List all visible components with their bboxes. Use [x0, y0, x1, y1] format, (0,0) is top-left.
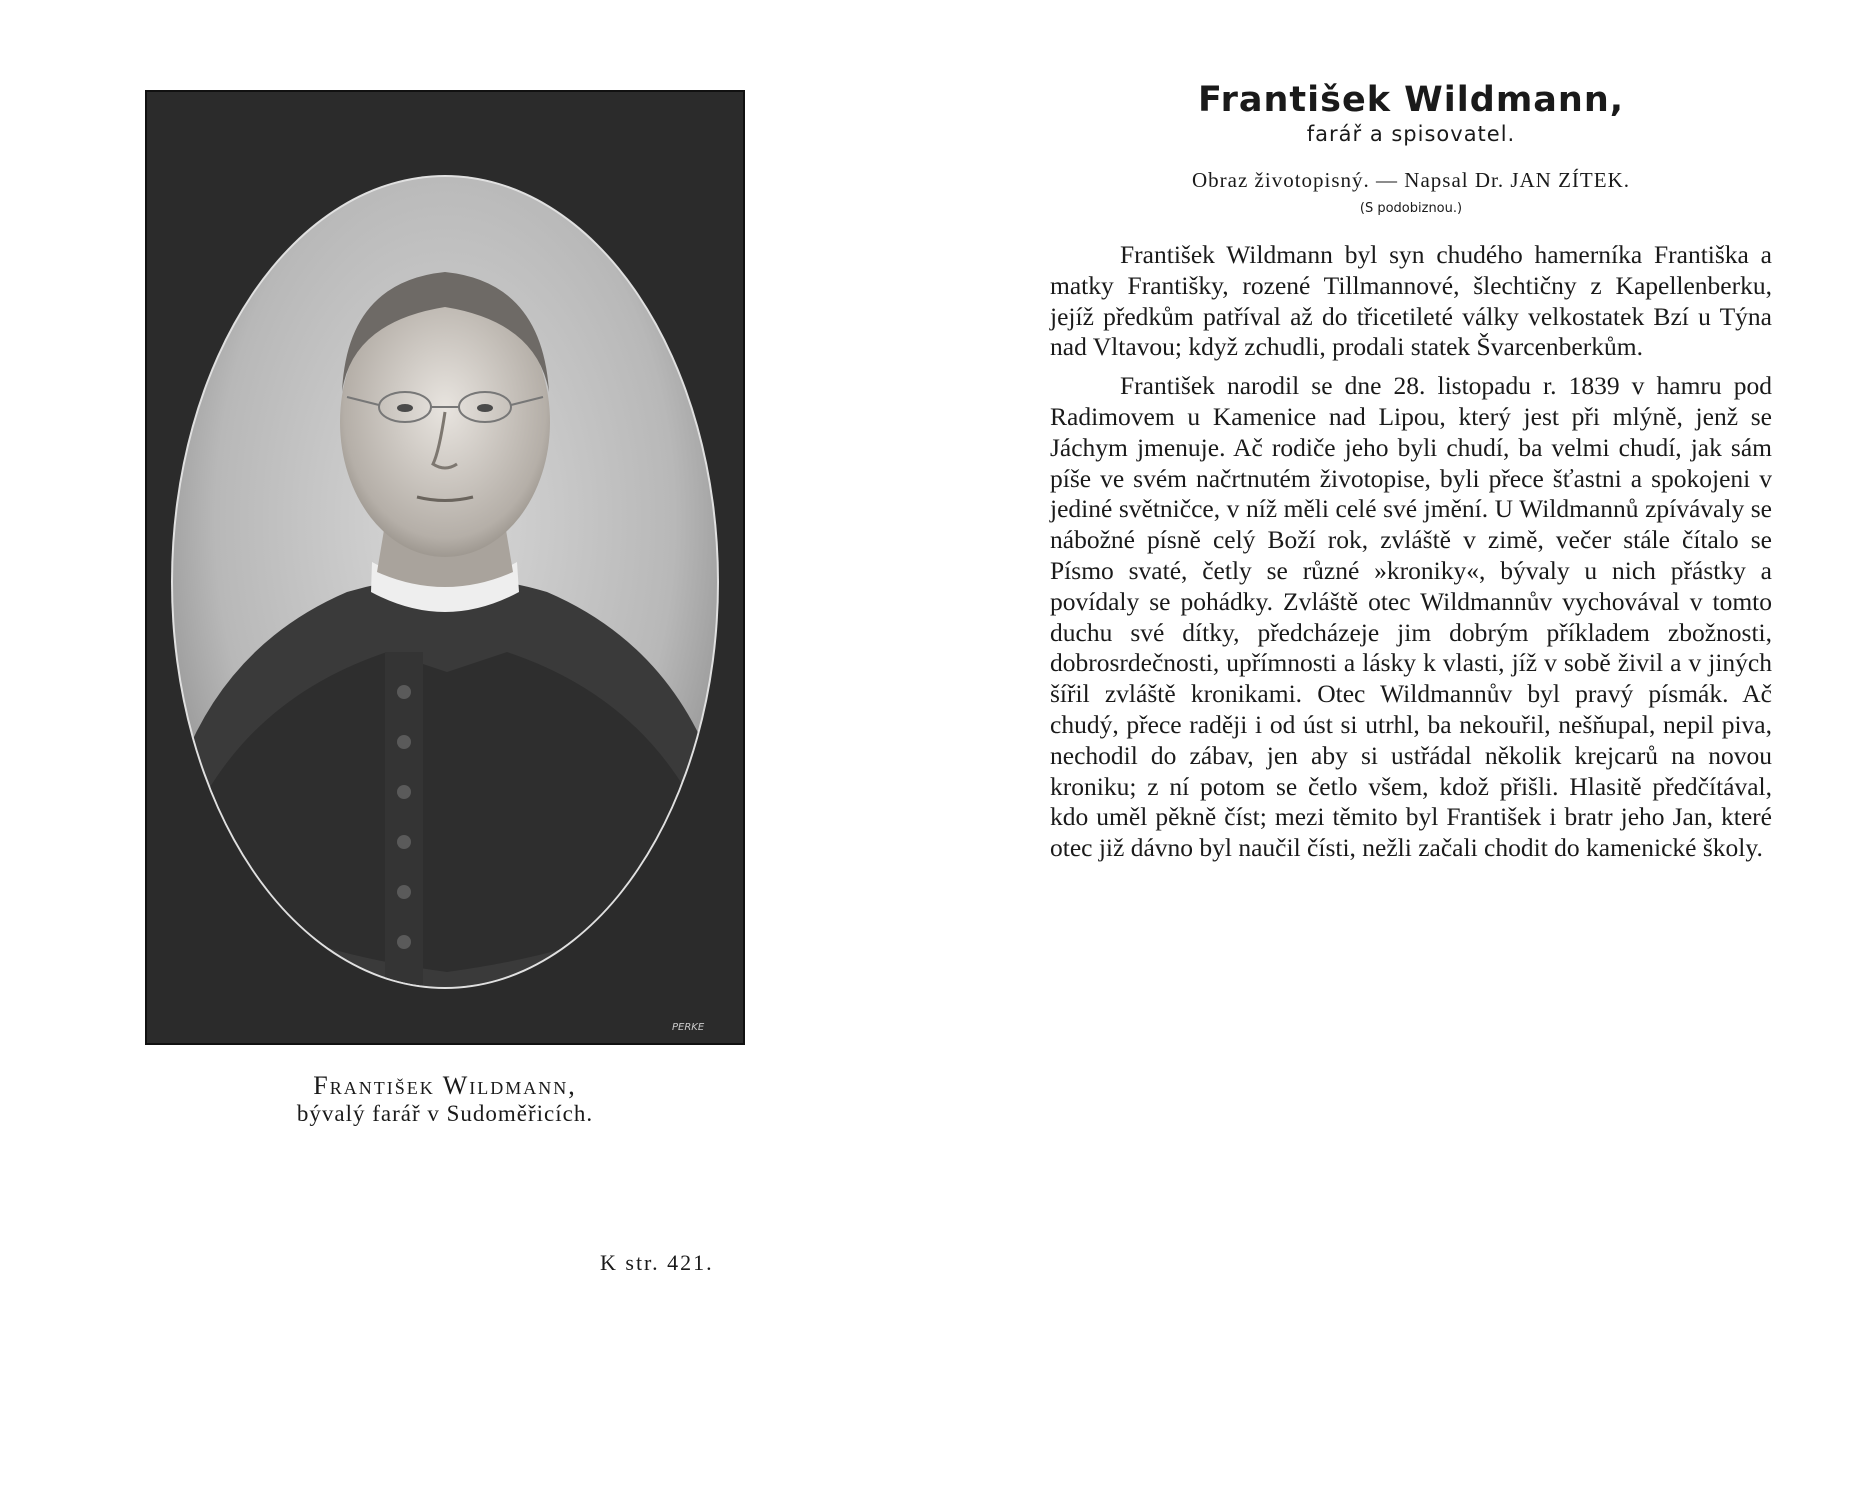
article-note: (S podobiznou.): [1359, 201, 1463, 216]
portrait-photo: [145, 90, 745, 1045]
article: [1050, 78, 1772, 872]
article-byline: Obraz životopisný. — Napsal Dr. JAN ZÍTEK.: [1191, 168, 1630, 192]
paragraph: František Wildmann byl syn chudého hamerníka Františka a matky Františky, rozené Tillmannové, šlechtičny z Kapellenberku, jejíž předkům patříval až do třicetileté války velkostatek Bzí u Týna nad Vltavou; když zchudli, prodali statek Švarcenberkům.: [1050, 240, 1772, 362]
caption-role: bývalý farář v Sudoměřicích.: [296, 1101, 594, 1126]
portrait-caption: [145, 1072, 745, 1128]
page-reference: K str. 421.: [600, 1250, 714, 1275]
paragraph: František narodil se dne 28. listopadu r. 1839 v hamru pod Radimovem u Kamenice nad Lipou, který jest při mlýně, jenž se Jáchym jmenuje. Ač rodiče jeho byli chudí, ba velmi chudí, jak sám píše ve svém načrtnutém životopise, byli přece šťastni a spokojeni v jediné světničce, v níž měli celé své jmění. U Wildmannů zpívávaly se nábožné písně celý Boží rok, zvláště v zimě, večer stále čítalo se Písmo svaté, četly se různé »kroniky«, bývaly u nich přástky a povídaly se pohádky. Zvláště otec Wildmannův vychovával v tomto duchu své dítky, předcházeje jim dobrým příkladem zbožnosti, dobrosrdečnosti, upřímnosti a lásky k vlasti, jíž v sobě živil a v jiných šířil zvláště kronikami. Otec Wildmannův byl pravý písmák. Ač chudý, přece raději i od úst si utrhl, ba nekouřil, nešňupal, nepil piva, nechodil do zábav, jen aby si ustřádal několik krejcarů na novou kroniku; z ní potom se četlo všem, kdož přišli. Hlasitě předčítával, kdo uměl pěkně číst; mezi těmito byl František i bratr jeho Jan, které otec již dávno byl naučil čísti, nežli začali chodit do kamenické školy.: [1050, 371, 1772, 863]
portrait-illustration: [147, 92, 743, 1043]
caption-name: František Wildmann,: [313, 1071, 577, 1100]
article-subtitle: farář a spisovatel.: [1306, 122, 1516, 146]
article-title: František Wildmann,: [1197, 80, 1625, 120]
engraver-signature: PERKE: [672, 1022, 705, 1033]
